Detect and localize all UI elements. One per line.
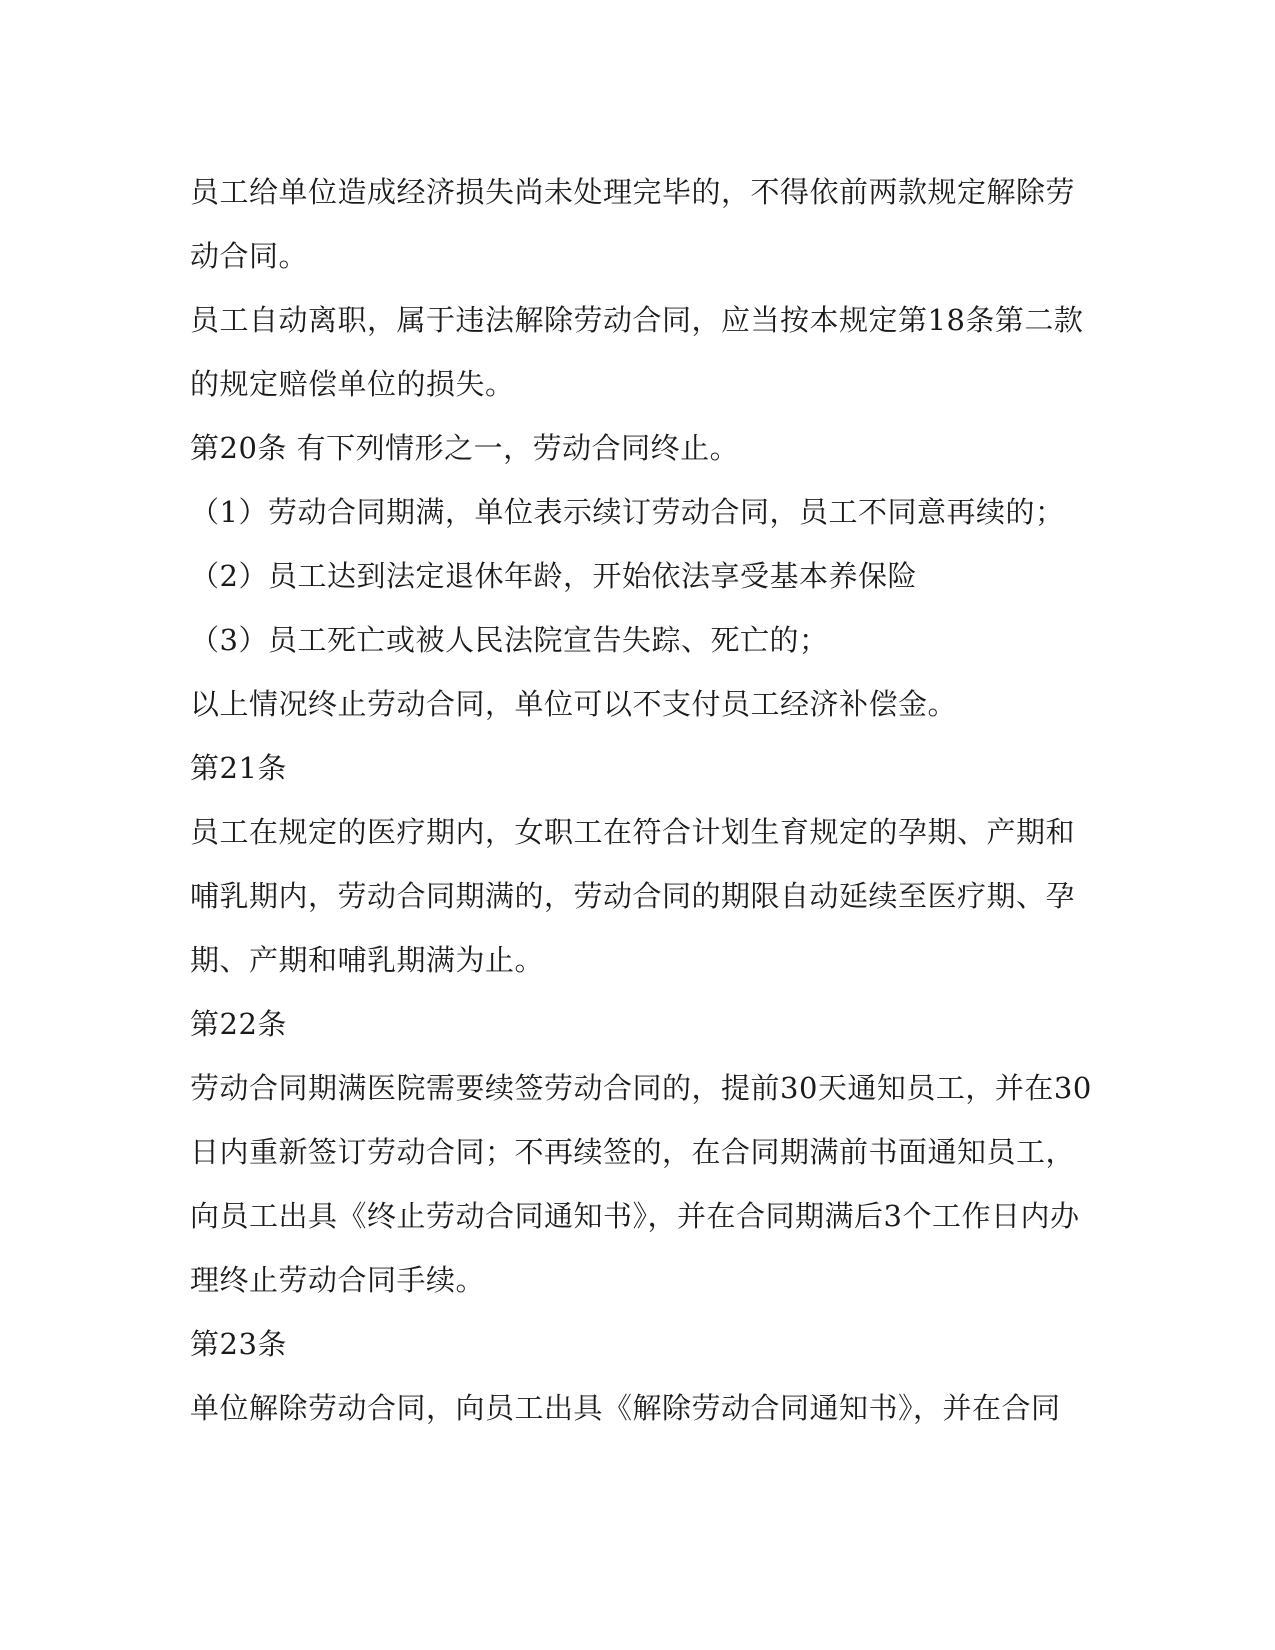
text-line: 劳动合同期满医院需要续签劳动合同的，提前30天通知员工，并在30 [190, 1071, 1092, 1105]
text-line: 动合同。 [190, 239, 309, 273]
article-22-heading: 第22条 [190, 1007, 287, 1041]
text-line: 员工给单位造成经济损失尚未处理完毕的，不得依前两款规定解除劳 [190, 175, 1076, 209]
text-line: 哺乳期内，劳动合同期满的，劳动合同的期限自动延续至医疗期、孕 [190, 879, 1076, 913]
list-item-2: （2）员工达到法定退休年龄，开始依法享受基本养保险 [190, 559, 917, 593]
text-line: 员工自动离职，属于违法解除劳动合同，应当按本规定第18条第二款 [190, 303, 1084, 337]
article-20-heading: 第20条 有下列情形之一，劳动合同终止。 [190, 431, 740, 465]
text-line: 单位解除劳动合同，向员工出具《解除劳动合同通知书》，并在合同 [190, 1391, 1061, 1425]
text-line: 日内重新签订劳动合同；不再续签的，在合同期满前书面通知员工， [190, 1135, 1076, 1169]
text-line: 的规定赔偿单位的损失。 [190, 367, 515, 401]
article-23-heading: 第23条 [190, 1327, 287, 1361]
article-21-heading: 第21条 [190, 751, 287, 785]
document-body [190, 160, 1090, 1440]
text-line: 向员工出具《终止劳动合同通知书》，并在合同期满后3个工作日内办 [190, 1199, 1080, 1233]
text-line: 以上情况终止劳动合同，单位可以不支付员工经济补偿金。 [190, 687, 958, 721]
text-line: 员工在规定的医疗期内，女职工在符合计划生育规定的孕期、产期和 [190, 815, 1076, 849]
list-item-1: （1）劳动合同期满，单位表示续订劳动合同，员工不同意再续的； [190, 495, 1065, 529]
text-line: 期、产期和哺乳期满为止。 [190, 943, 545, 977]
text-line: 理终止劳动合同手续。 [190, 1263, 486, 1297]
list-item-3: （3）员工死亡或被人民法院宣告失踪、死亡的； [190, 623, 829, 657]
